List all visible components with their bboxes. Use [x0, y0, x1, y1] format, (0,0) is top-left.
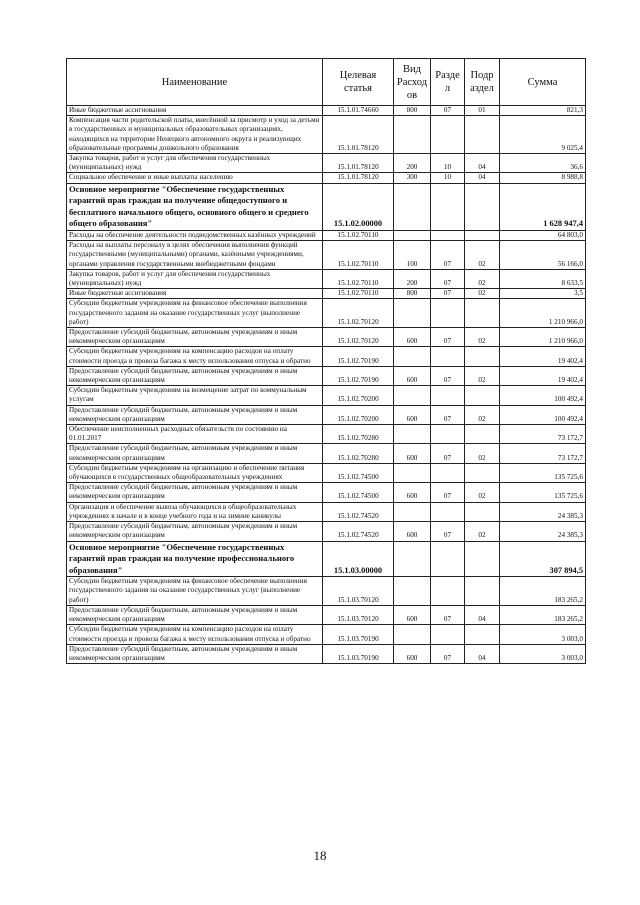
- cell-sum: 3 003,0: [500, 644, 586, 663]
- cell-sum: 36,6: [500, 154, 586, 173]
- cell-name: Субсидии бюджетным учреждениям на компенсацию расходов на оплату стоимости проезда и провоза багажа к месту использования отпуска и обратно: [67, 625, 323, 644]
- cell-name: Субсидии бюджетным учреждениям на финансовое обеспечение выполнения государственного задания на оказание государственных услуг (выполнение работ): [67, 299, 323, 328]
- cell-kind: [394, 183, 431, 230]
- cell-name: Субсидии бюджетным учреждениям на компенсацию расходов на оплату стоимости проезда и провоза багажа к месту использования отпуска и обратно: [67, 347, 323, 366]
- cell-name: Субсидии бюджетным учреждениям на организацию и обеспечение питания обучающихся в государственных общеобразовательных учреждениях: [67, 463, 323, 482]
- cell-sum: 1 210 966,0: [500, 299, 586, 328]
- cell-target: 15.1.01.78120: [323, 116, 394, 154]
- table-row: [67, 577, 586, 606]
- cell-sum: 8 633,5: [500, 269, 586, 288]
- cell-subsection: 02: [465, 366, 500, 385]
- cell-target: 15.1.03.70190: [323, 644, 394, 663]
- cell-sum: 307 894,5: [500, 541, 586, 577]
- cell-name: Предоставление субсидий бюджетным, автономным учреждениям и иным некоммерческим организациям: [67, 522, 323, 541]
- cell-sum: 73 172,7: [500, 444, 586, 463]
- cell-subsection: 02: [465, 241, 500, 270]
- cell-subsection: 02: [465, 405, 500, 424]
- cell-kind: [394, 463, 431, 482]
- cell-target: 15.1.02.70110: [323, 289, 394, 299]
- cell-section: 07: [431, 522, 465, 541]
- cell-kind: [394, 541, 431, 577]
- cell-name: Основное мероприятие "Обеспечение государственных гарантий прав граждан на получение общедоступного и бесплатного начального общего, основного общего и среднего общего образования": [67, 183, 323, 230]
- table-row: [67, 366, 586, 385]
- table-row: [67, 116, 586, 154]
- cell-section: [431, 116, 465, 154]
- cell-name: Субсидии бюджетным учреждениям на возмещение затрат по коммунальным услугам: [67, 386, 323, 405]
- cell-target: 15.1.02.70280: [323, 425, 394, 444]
- cell-target: 15.1.01.74660: [323, 106, 394, 116]
- cell-section: 07: [431, 644, 465, 663]
- cell-section: 10: [431, 173, 465, 183]
- cell-target: 15.1.03.70120: [323, 605, 394, 624]
- cell-target: 15.1.02.70110: [323, 241, 394, 270]
- cell-kind: [394, 425, 431, 444]
- cell-sum: 19 402,4: [500, 366, 586, 385]
- cell-sum: 9 025,4: [500, 116, 586, 154]
- table-row: [67, 483, 586, 502]
- cell-subsection: [465, 425, 500, 444]
- cell-subsection: 04: [465, 644, 500, 663]
- header-name: Наименование: [67, 59, 323, 106]
- table-row: [67, 605, 586, 624]
- cell-kind: 200: [394, 269, 431, 288]
- cell-subsection: 01: [465, 106, 500, 116]
- cell-section: 07: [431, 483, 465, 502]
- cell-sum: 8 988,8: [500, 173, 586, 183]
- cell-subsection: [465, 502, 500, 521]
- cell-kind: 800: [394, 106, 431, 116]
- table-row: [67, 106, 586, 116]
- cell-name: Предоставление субсидий бюджетным, автономным учреждениям и иным некоммерческим организациям: [67, 328, 323, 347]
- cell-kind: 300: [394, 173, 431, 183]
- cell-name: Расходы на обеспечение деятельности подведомственных казённых учреждений: [67, 231, 323, 241]
- cell-subsection: [465, 299, 500, 328]
- cell-sum: 3 003,0: [500, 625, 586, 644]
- table-row: [67, 502, 586, 521]
- cell-sum: 183 265,2: [500, 577, 586, 606]
- cell-section: 07: [431, 366, 465, 385]
- cell-target: 15.1.02.74500: [323, 483, 394, 502]
- cell-target: 15.1.01.78120: [323, 173, 394, 183]
- cell-name: Расходы на выплаты персоналу в целях обеспечения выполнения функций государственными (муниципальными) органами, казёнными учреждениями, органами управления государственными внебюджетными фондами: [67, 241, 323, 270]
- table-row: [67, 405, 586, 424]
- cell-kind: [394, 625, 431, 644]
- table-header-row: [67, 59, 586, 106]
- cell-name: Субсидии бюджетным учреждениям на финансовое обеспечение выполнения государственного задания на оказание государственных услуг (выполнение работ): [67, 577, 323, 606]
- cell-section: 07: [431, 289, 465, 299]
- cell-subsection: [465, 183, 500, 230]
- cell-sum: 56 166,0: [500, 241, 586, 270]
- cell-target: 15.1.02.74500: [323, 463, 394, 482]
- cell-subsection: 02: [465, 522, 500, 541]
- cell-kind: 600: [394, 328, 431, 347]
- cell-kind: [394, 347, 431, 366]
- cell-kind: 800: [394, 289, 431, 299]
- table-row: [67, 328, 586, 347]
- cell-subsection: 02: [465, 328, 500, 347]
- cell-kind: 100: [394, 241, 431, 270]
- cell-section: 10: [431, 154, 465, 173]
- table-row: [67, 444, 586, 463]
- cell-section: [431, 347, 465, 366]
- cell-target: 15.1.02.70110: [323, 269, 394, 288]
- cell-kind: 200: [394, 154, 431, 173]
- cell-subsection: 02: [465, 483, 500, 502]
- cell-section: [431, 463, 465, 482]
- cell-subsection: [465, 231, 500, 241]
- cell-target: 15.1.02.70200: [323, 386, 394, 405]
- cell-name: Предоставление субсидий бюджетным, автономным учреждениям и иным некоммерческим организациям: [67, 605, 323, 624]
- cell-section: 07: [431, 269, 465, 288]
- cell-sum: 24 385,3: [500, 522, 586, 541]
- cell-kind: [394, 577, 431, 606]
- cell-name: Обеспечение неисполненных расходных обязательств по состоянию на 01.01.2017: [67, 425, 323, 444]
- header-sum: Сумма: [500, 59, 586, 106]
- table-row: [67, 522, 586, 541]
- cell-target: 15.1.01.78120: [323, 154, 394, 173]
- cell-section: [431, 541, 465, 577]
- cell-section: [431, 625, 465, 644]
- cell-subsection: 02: [465, 444, 500, 463]
- cell-section: 07: [431, 241, 465, 270]
- table-row: [67, 289, 586, 299]
- cell-kind: 600: [394, 366, 431, 385]
- cell-name: Основное мероприятие "Обеспечение государственных гарантий прав граждан на получение профессионального образования": [67, 541, 323, 577]
- table-row: [67, 183, 586, 230]
- page-number: 18: [313, 848, 327, 863]
- header-subsection: Подр аздел: [465, 59, 500, 106]
- cell-target: 15.1.02.00000: [323, 183, 394, 230]
- cell-sum: 3,5: [500, 289, 586, 299]
- table-row: [67, 269, 586, 288]
- cell-target: 15.1.02.70120: [323, 299, 394, 328]
- cell-sum: 183 265,2: [500, 605, 586, 624]
- cell-section: 07: [431, 405, 465, 424]
- cell-name: Иные бюджетные ассигнования: [67, 106, 323, 116]
- cell-sum: 1 628 947,4: [500, 183, 586, 230]
- cell-sum: 100 492,4: [500, 405, 586, 424]
- cell-subsection: [465, 386, 500, 405]
- cell-sum: 24 385,3: [500, 502, 586, 521]
- cell-section: [431, 577, 465, 606]
- cell-kind: 600: [394, 483, 431, 502]
- cell-section: [431, 386, 465, 405]
- cell-subsection: 02: [465, 289, 500, 299]
- cell-sum: 135 725,6: [500, 483, 586, 502]
- cell-name: Предоставление субсидий бюджетным, автономным учреждениям и иным некоммерческим организациям: [67, 483, 323, 502]
- table-row: [67, 347, 586, 366]
- cell-subsection: 02: [465, 269, 500, 288]
- cell-name: Организация и обеспечение вывоза обучающихся в общеобразовательных учреждениях в начале и в конце учебного года и на зимние каникулы: [67, 502, 323, 521]
- cell-name: Предоставление субсидий бюджетным, автономным учреждениям и иным некоммерческим организациям: [67, 366, 323, 385]
- cell-subsection: 04: [465, 173, 500, 183]
- table-row: [67, 299, 586, 328]
- cell-sum: 135 725,6: [500, 463, 586, 482]
- cell-section: 07: [431, 328, 465, 347]
- table-row: [67, 625, 586, 644]
- cell-section: [431, 299, 465, 328]
- table-row: [67, 425, 586, 444]
- cell-subsection: [465, 347, 500, 366]
- cell-target: 15.1.02.70280: [323, 444, 394, 463]
- cell-name: Предоставление субсидий бюджетным, автономным учреждениям и иным некоммерческим организациям: [67, 405, 323, 424]
- cell-target: 15.1.02.70110: [323, 231, 394, 241]
- cell-sum: 19 402,4: [500, 347, 586, 366]
- cell-target: 15.1.03.70120: [323, 577, 394, 606]
- cell-section: 07: [431, 444, 465, 463]
- cell-subsection: [465, 541, 500, 577]
- cell-kind: [394, 386, 431, 405]
- cell-kind: 600: [394, 605, 431, 624]
- cell-subsection: [465, 463, 500, 482]
- table-body: [67, 106, 586, 664]
- cell-target: 15.1.02.70190: [323, 347, 394, 366]
- cell-subsection: 04: [465, 605, 500, 624]
- cell-subsection: [465, 625, 500, 644]
- cell-target: 15.1.03.00000: [323, 541, 394, 577]
- table-row: [67, 463, 586, 482]
- cell-name: Предоставление субсидий бюджетным, автономным учреждениям и иным некоммерческим организациям: [67, 644, 323, 663]
- cell-name: Социальное обеспечение и иные выплаты населению: [67, 173, 323, 183]
- cell-kind: [394, 299, 431, 328]
- cell-name: Иные бюджетные ассигнования: [67, 289, 323, 299]
- cell-section: [431, 502, 465, 521]
- cell-subsection: [465, 577, 500, 606]
- cell-kind: [394, 116, 431, 154]
- cell-section: 07: [431, 605, 465, 624]
- cell-kind: [394, 231, 431, 241]
- table-row: [67, 541, 586, 577]
- cell-target: 15.1.02.74520: [323, 522, 394, 541]
- cell-name: Закупка товаров, работ и услуг для обеспечения государственных (муниципальных) нужд: [67, 269, 323, 288]
- cell-section: [431, 425, 465, 444]
- header-target: Целевая статья: [323, 59, 394, 106]
- cell-section: [431, 231, 465, 241]
- table-row: [67, 173, 586, 183]
- cell-sum: 73 172,7: [500, 425, 586, 444]
- cell-sum: 1 210 966,0: [500, 328, 586, 347]
- cell-sum: 821,3: [500, 106, 586, 116]
- cell-kind: 600: [394, 405, 431, 424]
- cell-name: Закупка товаров, работ и услуг для обеспечения государственных (муниципальных) нужд: [67, 154, 323, 173]
- table-row: [67, 386, 586, 405]
- cell-name: Компенсация части родительской платы, внесённой за присмотр и уход за детьми в государственных и муниципальных образовательных организациях, находящихся на территории Ненецкого автономного округа и реализующих образовательные программы дошкольного образования: [67, 116, 323, 154]
- cell-target: 15.1.03.70190: [323, 625, 394, 644]
- cell-target: 15.1.02.70190: [323, 366, 394, 385]
- table-row: [67, 154, 586, 173]
- budget-table: [66, 58, 586, 664]
- cell-subsection: 04: [465, 154, 500, 173]
- header-section: Разде л: [431, 59, 465, 106]
- cell-name: Предоставление субсидий бюджетным, автономным учреждениям и иным некоммерческим организациям: [67, 444, 323, 463]
- cell-sum: 100 492,4: [500, 386, 586, 405]
- cell-kind: 600: [394, 522, 431, 541]
- table-row: [67, 644, 586, 663]
- cell-section: [431, 183, 465, 230]
- cell-kind: [394, 502, 431, 521]
- cell-target: 15.1.02.74520: [323, 502, 394, 521]
- table-row: [67, 241, 586, 270]
- cell-sum: 64 803,0: [500, 231, 586, 241]
- cell-kind: 600: [394, 644, 431, 663]
- cell-kind: 600: [394, 444, 431, 463]
- table-row: [67, 231, 586, 241]
- cell-target: 15.1.02.70120: [323, 328, 394, 347]
- header-kind: Вид Расход ов: [394, 59, 431, 106]
- cell-section: 07: [431, 106, 465, 116]
- cell-subsection: [465, 116, 500, 154]
- cell-target: 15.1.02.70200: [323, 405, 394, 424]
